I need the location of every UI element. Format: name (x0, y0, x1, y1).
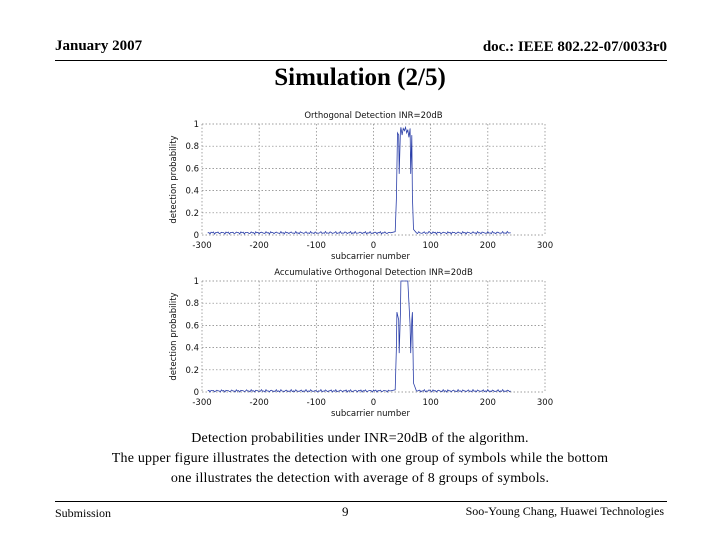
panel-2-x-axis-label: subcarrier number (331, 409, 410, 419)
footer-page-number: 9 (342, 504, 349, 519)
header-doc-id: doc.: IEEE 802.22-07/0033r0 (482, 39, 667, 55)
slide-title: Simulation (2/5) (274, 64, 446, 91)
footer-rule (55, 501, 667, 502)
caption-line-2: The upper figure illustrates the detection with one group of symbols while the bottom (111, 451, 609, 466)
footer-submission: Submission (55, 506, 112, 520)
panel-2-x-tick-label: 0 (370, 398, 377, 408)
panel-1-y-tick-label: 0.4 (185, 186, 199, 197)
caption (40, 429, 680, 489)
panel-1-y-tick-label: 0 (193, 231, 199, 241)
panel-1-y-axis-label: detection probability (169, 135, 179, 224)
panel-1-x-tick-label: 100 (422, 241, 439, 251)
panel-2-x-tick-label: 300 (536, 398, 554, 408)
panel-2-x-tick-label: 100 (422, 398, 439, 408)
panel-2-y-tick-label: 0.2 (185, 365, 199, 376)
panel-2-y-tick-label: 0.8 (185, 299, 199, 310)
panel-2-y-tick-label: 0.6 (185, 321, 199, 332)
header-date: January 2007 (55, 38, 143, 54)
panel-1-x-tick-label: -200 (249, 241, 269, 251)
panel-1-x-tick-label: -100 (306, 241, 326, 251)
caption-line-3: one illustrates the detection with average of 8 groups of symbols. (170, 471, 550, 486)
panel-2-title: Accumulative Orthogonal Detection INR=20dB (274, 268, 473, 278)
panel-2-x-tick-label: -100 (306, 398, 326, 408)
panel-1-x-tick-label: 300 (536, 241, 554, 251)
caption-line-1: Detection probabilities under INR=20dB of the algorithm. (191, 431, 529, 446)
panel-1-title: Orthogonal Detection INR=20dB (304, 111, 443, 121)
panel-2-y-tick-label: 1 (193, 277, 199, 287)
panel-2-x-tick-label: -300 (192, 398, 212, 408)
panel-1-y-tick-label: 0.2 (185, 208, 199, 219)
panel-2-x-tick-label: 200 (479, 398, 496, 408)
panel-1-x-tick-label: 200 (479, 241, 496, 251)
panel-1-x-tick-label: -300 (192, 241, 212, 251)
panel-1-x-axis-label: subcarrier number (331, 252, 410, 262)
panel-2-series-line (208, 281, 511, 392)
panel-2-y-tick-label: 0 (193, 388, 199, 398)
footer-author: Soo-Young Chang, Huawei Technologies (465, 504, 664, 518)
panel-1-y-tick-label: 1 (193, 120, 199, 130)
panel-1-y-tick-label: 0.8 (185, 142, 199, 153)
panel-2-y-axis-label: detection probability (169, 292, 179, 381)
panel-2-y-tick-label: 0.4 (185, 343, 199, 354)
panel-1-series-line (208, 127, 511, 234)
panel-1-x-tick-label: 0 (370, 241, 377, 251)
panel-1-y-tick-label: 0.6 (185, 164, 199, 175)
panel-2-x-tick-label: -200 (249, 398, 269, 408)
